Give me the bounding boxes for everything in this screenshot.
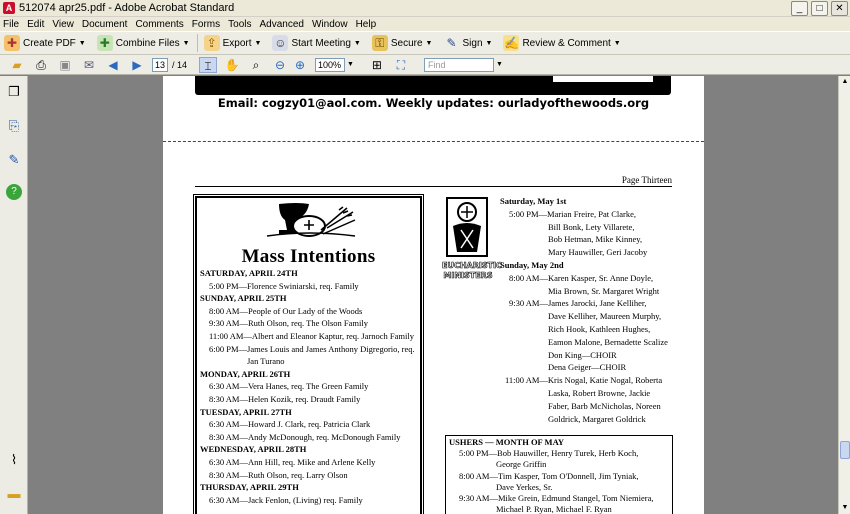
menu-tools[interactable]: Tools [228, 18, 252, 30]
mass-intention-line: 6:30 AM—Howard J. Clark, req. Patricia Clark [209, 419, 371, 430]
ushers-line: Dave Yerkes, Sr. [496, 481, 553, 492]
chevron-down-icon[interactable]: ▼ [495, 61, 503, 68]
chevron-down-icon: ▼ [613, 39, 621, 47]
window-title: 512074 apr25.pdf - Adobe Acrobat Standard [19, 2, 235, 14]
ministers-line: 11:00 AM—Kris Nogal, Katie Nogal, Roberta [505, 375, 663, 386]
mass-intention-line: 11:00 AM—Albert and Eleanor Kaptur, req. Jarnoch Family [209, 331, 414, 341]
eucharistic-ministers-caption: EUCHARISTIC MINISTERS [442, 261, 502, 280]
chevron-down-icon: ▼ [353, 39, 361, 47]
ushers-line: 5:00 PM—Bob Hauwiller, Henry Turek, Herb Koch, [459, 448, 639, 459]
zoom-in-icon[interactable]: ⊕ [294, 57, 306, 72]
mass-day-heading: WEDNESDAY, APRIL 28TH [200, 444, 307, 455]
vertical-scrollbar[interactable] [838, 76, 850, 514]
pdf-page [163, 76, 704, 514]
signatures-icon[interactable]: ✎ [8, 152, 20, 167]
menu-file[interactable]: File [3, 18, 20, 30]
pages-icon[interactable]: ❐ [8, 84, 20, 99]
page-total-label: / 14 [172, 59, 188, 70]
lock-icon: ⚿ [372, 35, 388, 51]
menu-advanced[interactable]: Advanced [259, 18, 304, 30]
scroll-up-icon[interactable]: ▲ [841, 78, 849, 85]
start-meeting-button[interactable] [272, 35, 360, 51]
sign-label: Sign [462, 37, 483, 49]
mass-intention-line: 8:30 AM—Andy McDonough, req. McDonough Family [209, 431, 401, 442]
ushers-heading: USHERS — MONTH OF MAY [449, 437, 565, 447]
bookmarks-icon[interactable]: ⎘ [8, 118, 20, 133]
mass-day-heading: MONDAY, APRIL 26TH [200, 368, 291, 379]
scrollbar-thumb[interactable] [840, 441, 850, 459]
tasks-toolbar [0, 31, 850, 55]
ministers-day-heading: Saturday, May 1st [500, 196, 567, 206]
document-view[interactable] [28, 76, 838, 514]
mass-day-heading: TUESDAY, APRIL 27TH [200, 406, 292, 417]
acrobat-app-icon: A [3, 2, 15, 14]
ministers-line: Don King—CHOIR [548, 349, 617, 360]
next-page-icon[interactable]: ▶ [132, 57, 142, 72]
meeting-icon: ☺ [274, 36, 287, 50]
mass-intention-line: 5:00 PM—Florence Swiniarski, req. Family [209, 280, 359, 291]
export-label: Export [222, 37, 252, 49]
menu-window[interactable]: Window [311, 18, 348, 30]
mass-intentions-title: Mass Intentions [241, 246, 376, 267]
chalice-illustration [257, 200, 361, 240]
combine-files-label: Combine Files [115, 37, 180, 49]
page-break-divider [163, 141, 704, 142]
chevron-down-icon: ▼ [254, 39, 262, 47]
mass-intention-line: 6:00 PM—James Louis and James Anthony Digregorio, req. [209, 343, 415, 354]
mass-intention-line: 8:30 AM—Helen Kozik, req. Draudt Family [209, 394, 361, 404]
combine-files-button[interactable] [97, 35, 190, 51]
review-comment-label: Review & Comment [522, 37, 611, 49]
toolbar-separator [197, 34, 198, 52]
export-icon: ⇪ [204, 35, 220, 51]
menu-document[interactable]: Document [81, 18, 128, 30]
chevron-down-icon: ▼ [78, 39, 86, 47]
find-input[interactable]: Find [424, 58, 494, 72]
ministers-line: Bill Bonk, Lety Villarete, [548, 221, 635, 232]
mass-day-heading: THURSDAY, APRIL 29TH [200, 482, 299, 493]
create-pdf-icon: ✚ [4, 35, 20, 51]
mass-intention-line: 8:30 AM—Ruth Olson, req. Larry Olson [209, 469, 348, 480]
mass-intention-line: Jan Turano [247, 356, 285, 367]
navigation-pane [0, 76, 28, 514]
mass-intention-line: 6:30 AM—Jack Fenlon, (Living) req. Family [209, 494, 363, 505]
ministers-line: Mia Brown, Sr. Margaret Wright [548, 285, 660, 296]
chevron-down-icon[interactable]: ▼ [347, 61, 354, 68]
sign-button[interactable] [443, 35, 492, 51]
print-icon[interactable]: ⎙ [36, 57, 46, 72]
close-button[interactable]: ✕ [831, 1, 848, 16]
open-folder-icon[interactable]: ▰ [12, 57, 22, 72]
secure-label: Secure [390, 37, 423, 49]
mass-intention-line: 6:30 AM—Ann Hill, req. Mike and Arlene Kelly [209, 457, 376, 467]
ministers-line: Dave Kelliher, Maureen Murphy, [548, 311, 662, 322]
select-text-icon[interactable]: ⌶ [199, 57, 217, 73]
create-pdf-button[interactable] [4, 35, 86, 51]
ushers-line: 8:00 AM—Tim Kasper, Tom O'Donnell, Jim Tyniak, [459, 470, 639, 481]
chevron-down-icon: ▼ [182, 39, 190, 47]
menu-forms[interactable]: Forms [191, 18, 221, 30]
ushers-line: 9:30 AM—Mike Grein, Edmund Stangel, Tom Niemiera, [459, 493, 654, 503]
review-comment-button[interactable] [503, 35, 620, 51]
menu-bar [0, 17, 850, 31]
email-icon[interactable]: ✉ [83, 57, 95, 72]
help-icon[interactable]: ? [6, 184, 22, 200]
header-rule [195, 186, 672, 187]
ministers-line: Goldrick, Margaret Goldrick [548, 413, 646, 424]
ministers-day-heading: Sunday, May 2nd [500, 260, 564, 270]
menu-comments[interactable]: Comments [135, 18, 184, 30]
minimize-button[interactable]: _ [791, 1, 808, 16]
comments-icon[interactable]: ▬ [7, 486, 21, 501]
title-bar [0, 0, 850, 17]
mass-day-heading: SATURDAY, APRIL 24TH [200, 268, 298, 278]
zoom-out-icon[interactable]: ⊖ [274, 57, 286, 72]
previous-page-icon[interactable]: ◀ [108, 57, 118, 72]
menu-help[interactable]: Help [355, 18, 377, 30]
pen-icon: ✎ [446, 36, 457, 50]
menu-view[interactable]: View [52, 18, 74, 30]
ushers-line: George Griffin [496, 459, 547, 470]
full-screen-icon[interactable]: ⛶ [396, 57, 406, 72]
ministers-line: Laska, Robert Browne, Jackie [548, 388, 651, 398]
ministers-line: 9:30 AM—James Jarocki, Jane Kelliher, [509, 298, 647, 309]
page-number-input[interactable]: 13 [152, 58, 168, 72]
start-meeting-label: Start Meeting [291, 37, 351, 49]
ministers-line: Eamon Malone, Bernadette Scalize [548, 336, 668, 347]
ministers-line: Bob Hetman, Mike Kinney, [548, 234, 643, 245]
email-line: Email: cogzy01@aol.com. Weekly updates: ourladyofthewoods.org [217, 96, 650, 110]
hand-tool-icon[interactable]: ✋ [224, 57, 240, 72]
review-icon: ✍ [503, 36, 519, 50]
ministers-line: Rich Hook, Kathleen Hughes, [548, 324, 651, 334]
export-button[interactable] [204, 35, 262, 51]
ushers-line: Michael P. Ryan, Michael F. Ryan [496, 504, 612, 514]
chevron-down-icon: ▼ [425, 39, 433, 47]
ministers-line: 5:00 PM—Marian Freire, Pat Clarke, [509, 208, 637, 219]
create-pdf-label: Create PDF [23, 37, 76, 49]
ministers-line: Dena Geiger—CHOIR [548, 362, 627, 373]
black-banner [195, 76, 671, 95]
fit-page-icon[interactable]: ⊞ [371, 57, 382, 72]
chevron-down-icon: ▼ [485, 39, 493, 47]
ministers-line: Faber, Barb McNicholas, Noreen [548, 400, 661, 411]
navigation-toolbar [0, 55, 850, 75]
page-number-label: Page Thirteen [621, 175, 672, 185]
ministers-line: 8:00 AM—Karen Kasper, Sr. Anne Doyle, [509, 272, 654, 283]
combine-files-icon: ✚ [97, 35, 113, 51]
zoom-tool-icon[interactable]: ⌕ [252, 57, 260, 72]
mass-intention-line: 9:30 AM—Ruth Olson, req. The Olson Family [209, 318, 368, 329]
mass-intention-line: 8:00 AM—People of Our Lady of the Woods [209, 305, 363, 316]
mass-intention-line: 6:30 AM—Vera Hanes, req. The Green Family [209, 381, 369, 392]
save-icon[interactable]: ▣ [59, 57, 71, 72]
attachments-icon[interactable]: ⌇ [10, 452, 18, 467]
menu-edit[interactable]: Edit [27, 18, 45, 30]
mass-day-heading: SUNDAY, APRIL 25TH [200, 293, 287, 304]
mass-intentions-box [195, 196, 422, 514]
scroll-down-icon[interactable]: ▼ [841, 504, 849, 511]
ministers-line: Mary Hauwiller, Geri Jacoby [548, 247, 648, 258]
zoom-level-input[interactable]: 100% [315, 58, 345, 72]
secure-button[interactable] [372, 35, 433, 51]
maximize-button[interactable]: □ [811, 1, 828, 16]
